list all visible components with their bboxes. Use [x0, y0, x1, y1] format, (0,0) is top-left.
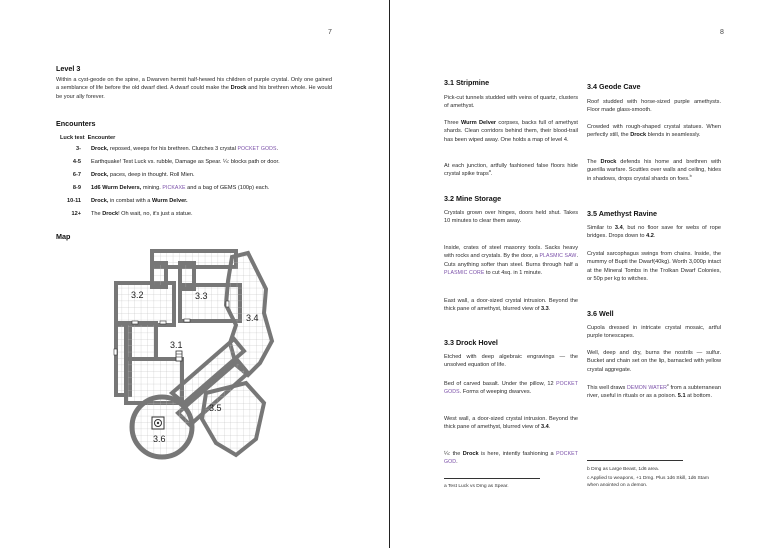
section-3-4-p3: The Drock defends his home and brethren with guerilla warfare. Scuttles over walls and ceiling, hides in shadows, drops crystal shards on foes.$^b$ [587, 159, 721, 182]
ladder-icon [176, 351, 182, 361]
section-3-2-p1: Crystals grown over hinges, doors held shut. Takes 10 minutes to clear them away. [444, 210, 578, 225]
section-3-3-p3: West wall, a door-sized crystal intrusion. Beyond the thick pane of amethyst, blurred view of 3.4. [444, 416, 578, 431]
drock-name: Drock [230, 85, 247, 92]
section-3-5-p2: Crystal sarcophagus swings from chains. Inside, the mummy of Bupti the Dwarf(40kg). Worth 3,000p intact at the Mineral Tombs in the Trolkan Dwarf Colonies, or 50p per kg to witches. [587, 251, 721, 282]
section-3-5-p1: Similar to 3.4, but no floor save for webs of rope bridges. Drops down to 4.2. [587, 225, 721, 240]
encounter-table-header: Luck test Encounter [60, 135, 116, 141]
encounter-row: 3- Drock, reposed, weeps for his brethren. Clutches 3 crystal POCKET GODS. [76, 146, 279, 152]
section-3-1-p3: At each junction, artfully fashioned false floors hide crystal spike traps$^a$. [444, 163, 578, 178]
section-3-4-heading: 3.4 Geode Cave [587, 82, 641, 91]
level-intro: Within a cyst-geode on the spine, a Dwarven hermit half-hewed his children of purple crystal. Only one gained a semblance of life before the old dwarf died. A dwarf could make the Drock and his brethren whole. He would be your ally forever. [56, 77, 332, 100]
section-3-6-p2: Well, deep and dry, burns the nostrils — sulfur. Bucket and chain set on the lip, barnacled with yellow crystal aggregate. [587, 350, 721, 373]
section-3-3-p1: Etched with deep algebraic engravings — the unsolved equation of life. [444, 354, 578, 369]
map-label-3-4: 3.4 [246, 313, 259, 323]
room-3-2 [116, 283, 174, 325]
map-label-3-3: 3.3 [195, 291, 208, 301]
encounters-heading: Encounters [56, 119, 96, 128]
room-3-5 [202, 383, 264, 455]
level-map [96, 243, 276, 471]
section-3-3-p2: Bed of carved basalt. Under the pillow, 12 POCKET GODS. Forms of weeping dwarves. [444, 381, 578, 396]
section-3-2-heading: 3.2 Mine Storage [444, 194, 502, 203]
encounter-row: 4-5 Earthquake! Test Luck vs. rubble, Damage as Spear. ¼: blocks path or door. [72, 159, 280, 165]
corridor-link-east [180, 263, 194, 289]
encounter-row: 6-7 Drock, paces, deep in thought. Roll Mien. [72, 172, 195, 178]
well-icon [152, 417, 164, 429]
section-3-1-p1: Pick-cut tunnels studded with veins of quartz, clusters of amethyst. [444, 95, 578, 110]
section-3-6-p1: Cupola dressed in intricate crystal mosaic, artful purple tonescapes. [587, 325, 721, 340]
room-inner [126, 323, 156, 359]
section-3-3-p4: ¼: the Drock is here, intently fashioning a POCKET GOD. [444, 451, 578, 466]
left-page [0, 0, 389, 548]
encounter-row: 12+ The Drock! Oh wait, no, it's just a statue. [71, 211, 193, 217]
section-3-2-p2: Inside, crates of steel masonry tools. Sacks heavy with rocks and crystals. By the door, a PLASMIC SAW. Cuts anything softer than steel. Burns through half a PLASMIC CORE to cut 4sq. in 1 minute. [444, 245, 578, 276]
section-3-2-p3: East wall, a door-sized crystal intrusion. Beyond the thick pane of amethyst, blurred view of 3.3. [444, 298, 578, 313]
section-3-1-p2: Three Wurm Delver corpses, backs full of amethyst shards. Clean corridors behind them, their blood-trail has been wiped away. One holds a map of level 4. [444, 120, 578, 143]
footnote-c: c Applied to weapons, +1 Dmg. Plus 1d6 Skill, 1d6 Stam when anointed on a demon. [587, 476, 709, 488]
section-3-6-p3: This well draws DEMON WATER$^c$ from a subterranean river, useful in rituals or as a poison. 5.1 at bottom. [587, 383, 721, 400]
map-label-3-1: 3.1 [170, 340, 183, 350]
map-heading: Map [56, 232, 71, 241]
section-3-6-heading: 3.6 Well [587, 309, 614, 318]
right-page [390, 0, 779, 548]
section-3-1-heading: 3.1 Stripmine [444, 78, 490, 87]
map-label-3-5: 3.5 [209, 403, 222, 413]
footnote-b: b Dmg as Large Beast, 1d6 area. [587, 467, 660, 472]
map-walls [116, 251, 272, 457]
footnote-rule [587, 460, 683, 461]
page-number: 7 [328, 29, 332, 36]
footnote-rule [444, 478, 540, 479]
encounter-row: 10-11 Drock, in combat with a Wurm Delver. [67, 198, 188, 204]
section-3-4-p1: Roof studded with horse-sized purple amethysts. Floor made glass-smooth. [587, 99, 721, 114]
map-label-3-2: 3.2 [131, 290, 144, 300]
footnote-a: a Test Luck vs Dmg as Spear. [444, 484, 509, 489]
corridor-link-west [152, 263, 166, 287]
section-3-5-heading: 3.5 Amethyst Ravine [587, 209, 658, 218]
map-label-3-6: 3.6 [153, 434, 166, 444]
section-3-4-p2: Crowded with rough-shaped crystal statues. When perfectly still, the Drock blends in seamlessly. [587, 124, 721, 139]
level-title: Level 3 [56, 64, 81, 73]
encounter-row: 8-9 1d6 Wurm Delvers, mining. PICKAXE and a bag of GEMS (100p) each. [72, 185, 270, 191]
section-3-3-heading: 3.3 Drock Hovel [444, 338, 498, 347]
page-number: 8 [720, 29, 724, 36]
